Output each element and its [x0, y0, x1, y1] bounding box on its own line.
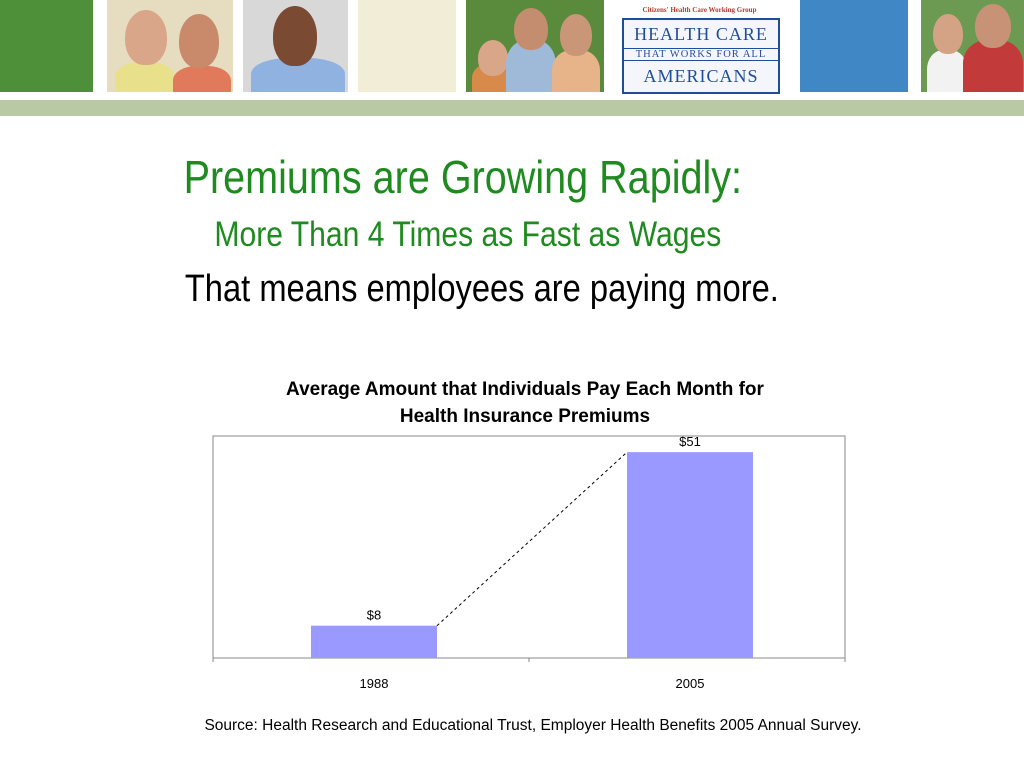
- bar-1988: [311, 626, 437, 658]
- logo-line-2: THAT WORKS FOR ALL: [624, 48, 778, 61]
- chart-title-line-2: Health Insurance Premiums: [399, 406, 651, 427]
- x-tick-label-1988: 1988: [359, 676, 389, 691]
- slide-title: Premiums are Growing Rapidly:: [183, 151, 743, 203]
- logo-line-3: AMERICANS: [643, 66, 759, 86]
- logo-subtitle: Citizens' Health Care Working Group: [642, 6, 757, 14]
- source-note: Source: Health Research and Educational Trust, Employer Health Benefits 2005 Annual Survey.: [204, 717, 862, 734]
- data-label-1988: $8: [366, 607, 382, 623]
- x-tick-label-2005: 2005: [675, 676, 705, 691]
- slide-statement: That means employees are paying more.: [184, 268, 779, 310]
- chart-title-line-1: Average Amount that Individuals Pay Each Month for: [286, 379, 764, 400]
- slide-subtitle: More Than 4 Times as Fast as Wages: [214, 215, 722, 254]
- bar-2005: [627, 452, 753, 658]
- data-label-2005: $51: [679, 434, 701, 450]
- logo-line-1: HEALTH CARE: [634, 24, 768, 44]
